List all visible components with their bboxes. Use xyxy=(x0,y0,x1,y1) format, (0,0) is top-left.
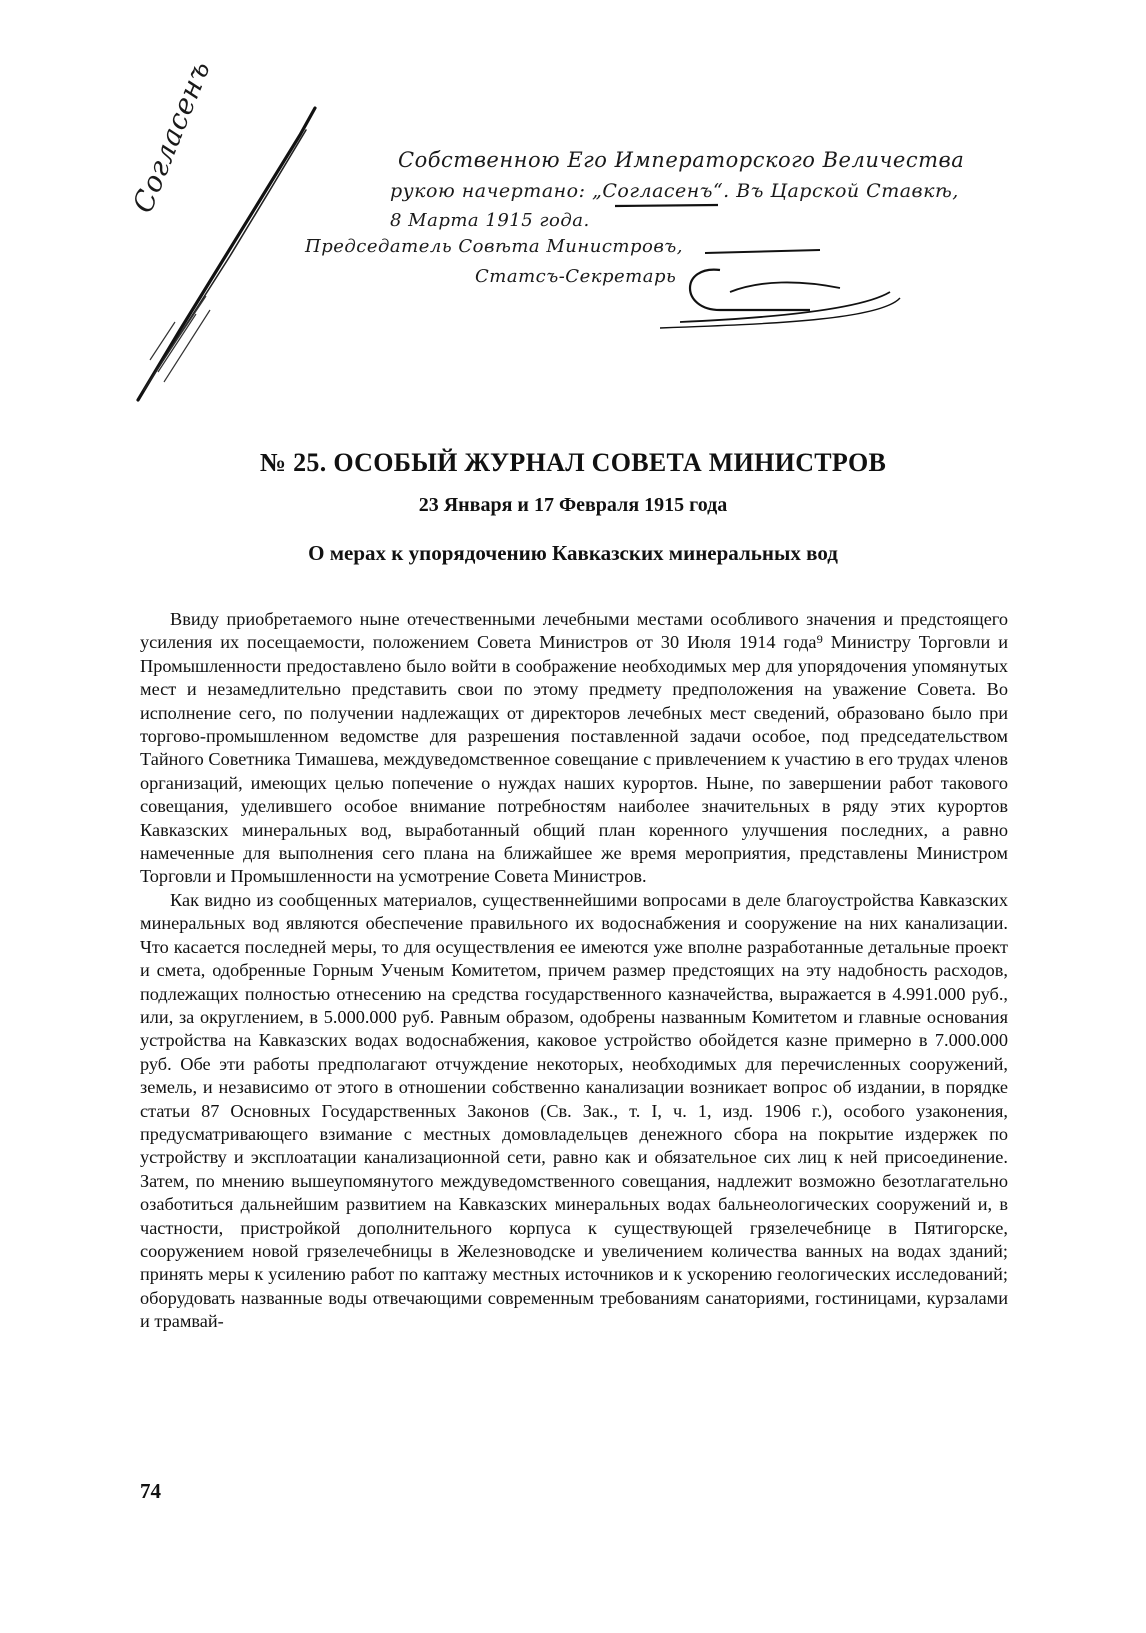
margin-approval-word: Согласенъ xyxy=(126,55,217,218)
resolution-line-4: Председатель Совѣта Министровъ, xyxy=(305,236,684,257)
document-date: 23 Января и 17 Февраля 1915 года xyxy=(418,494,728,516)
body-paragraph: Ввиду приобретаемого ныне отечественными лечебными местами особливого значения и предстоящего усиления их посещаемости, положением Совета Министров от 30 Июля 1914 года⁹ Министру Торговли и Промышленности предоставлено было войти в соображение необходимых мер для упорядочения упомянутых мест и незамедлительно представить свои по этому предмету предположения на уважение Совета. Во исполнение сего, по получении надлежащих от директоров лечебных мест сведений, образовано было при торгово-промышленном ведомстве для разрешения поставленной задачи особое, под председательством Тайного Советника Тимашева, междуведомственное совещание с привлечением к участию в его трудах членов организаций, имеющих целью попечение о нуждах наших курортов. Ныне, по завершении работ такового совещания, уделившего особое внимание потребностям наиболее значительных в ряду этих курортов Кавказских минеральных вод, выработанный общий план коренного улучшения последних, а равно намеченные для выполнения сего плана на ближайшее же время мероприятия, представлены Министром Торговли и Промышленности на усмотрение Совета Министров. xyxy=(140,609,1008,887)
imperial-resolution xyxy=(120,55,965,420)
resolution-line-2: рукою начертано: „Согласенъ“. Въ Царской Ставкѣ, xyxy=(390,180,959,202)
document-title: № 25. ОСОБЫЙ ЖУРНАЛ СОВЕТА МИНИСТРОВ xyxy=(259,448,887,477)
document-subject: О мерах к упорядочению Кавказских минеральных вод xyxy=(308,541,838,565)
page-number: 74 xyxy=(140,1479,161,1503)
document-body xyxy=(140,608,1008,1334)
resolution-line-3: 8 Марта 1915 года. xyxy=(390,210,590,231)
resolution-line-1: Собственною Его Императорского Величества xyxy=(398,148,965,172)
resolution-line-5: Статсъ-Секретарь xyxy=(475,266,677,287)
body-paragraph: Как видно из сообщенных материалов, существеннейшими вопросами в деле благоустройства Кавказских минеральных вод являются обеспечение правильного их водоснабжения и сооружение на них канализации. Что касается последней меры, то для осуществления ее имеются уже вполне разработанные детальные проект и смета, одобренные Горным Ученым Комитетом, причем размер предстоящих на эту надобность расходов, подлежащих полностью отнесению на средства государственного казначейства, выражается в 4.991.000 руб., или, за округлением, в 5.000.000 руб. Равным образом, одобрены названным Комитетом и главные основания устройства на Кавказских водах водоснабжения, каковое устройство обойдется казне примерно в 7.000.000 руб. Обе эти работы предполагают отчуждение некоторых, необходимых для перечисленных сооружений, земель, и независимо от этого в отношении собственно канализации возникает вопрос об издании, в порядке статьи 87 Основных Государственных Законов (Св. Зак., т. I, ч. 1, изд. 1906 г.), особого узаконения, предусматривающего взимание с местных домовладельцев денежного сбора на покрытие издержек по устройству и эксплоатации канализационной сети, равно как и обязательное сих лиц к ней присоединение. Затем, по мнению вышеупомянутого междуведомственного совещания, надлежит возможно безотлагательно озаботиться дальнейшим развитием на Кавказских минеральных водах бальнеологических сооружений и, в частности, пристройкой дополнительного корпуса к существующей грязелечебнице в Пятигорске, сооружением новой грязелечебницы в Железноводске и увеличением количества ванных на водах зданий; принять меры к усилению работ по каптажу местных источников и к ускорению геологических исследований; оборудовать названные воды отвечающими современным требованиям санаториями, гостиницами, курзалами и трамвай- xyxy=(140,889,1008,1332)
